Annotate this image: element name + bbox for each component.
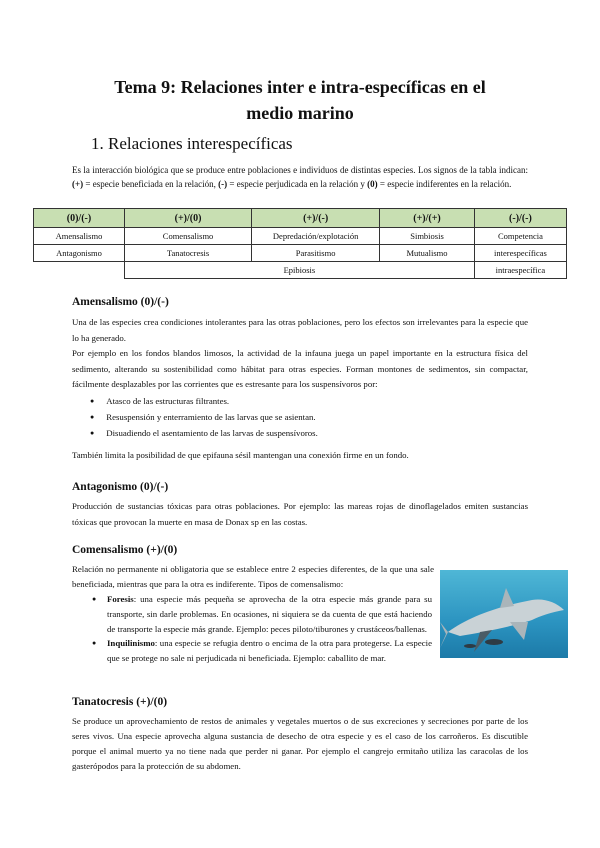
heading-tanatocresis: Tanatocresis (+)/(0) (72, 696, 168, 708)
table-cell: Comensalismo (124, 228, 251, 245)
list-item-text: : una especie más pequeña se aprovecha de la otra especie más grande para su transporte, sin darle problemas. En ocasiones, ni siquiera se da cuenta de que está haciendo de transporte la especie más grande. Ejemplo: peces piloto/tiburones y crustáceos/ballenas. (107, 594, 432, 634)
shark-photo (440, 570, 568, 658)
list-item-inquilinismo (92, 636, 432, 666)
table-cell: intraespecífica (474, 262, 566, 279)
heading-antagonismo: Antagonismo (0)/(-) (72, 481, 169, 493)
intro-text: = especie beneficiada en la relación, (83, 179, 219, 189)
table-cell: Epibiosis (124, 262, 474, 279)
relations-table (33, 208, 567, 279)
heading-comensalismo: Comensalismo (+)/(0) (72, 544, 178, 556)
list-item: ● Disuadiendo el asentamiento de las larvas de suspensívoros. (90, 426, 318, 442)
table-cell: Amensalismo (34, 228, 125, 245)
table-cell: interespecíficas (474, 245, 566, 262)
table-header: (0)/(-) (34, 209, 125, 228)
table-cell-empty (34, 262, 125, 279)
table-cell: Depredación/explotación (252, 228, 380, 245)
title-line-1: Tema 9: Relaciones inter e intra-específicas en el (114, 77, 486, 97)
comensalismo-list (92, 592, 432, 666)
amensalismo-paragraph: También limita la posibilidad de que epifauna sésil mantengan una conexión firme en un fondo. (72, 450, 409, 460)
tanatocresis-paragraph: Se produce un aprovechamiento de restos de animales y vegetales muertos o de sus excreciones y secreciones por parte de los seres vivos. Una especie aprovecha alguna sustancia de desecho de otra especie y es el caso de los carroñeros. Es discutible porque el animal muerto ya no tiene nada que perder ni ganar. Por ejemplo el cangrejo ermitaño utiliza las caracolas de los gasterópodos para la protección de su abdomen. (72, 716, 528, 771)
document-title (60, 74, 540, 126)
intro-text: = especie indiferentes en la relación. (377, 179, 512, 189)
table-header: (-)/(-) (474, 209, 566, 228)
sign-minus: (-) (218, 179, 228, 189)
list-item: ● Resuspensión y enterramiento de las larvas que se asientan. (90, 410, 318, 426)
table-header: (+)/(-) (252, 209, 380, 228)
table-header-row (34, 209, 567, 228)
amensalismo-paragraph: Por ejemplo en los fondos blandos limosos, la actividad de la infauna juega un papel importante en la estructura física del sedimento, alterando su sostenibilidad como hábitat para otras especies. Forman montones de sedimentos, sin compactar, fácilmente desplazables por las corrientes que es estresante para los suspensívoros por: (72, 348, 528, 389)
table-cell: Tanatocresis (124, 245, 251, 262)
heading-amensalismo: Amensalismo (0)/(-) (72, 296, 169, 308)
amensalismo-paragraph: Una de las especies crea condiciones intolerantes para las otras poblaciones, pero los efectos son irrelevantes para la especie que lo ha generado. (72, 317, 528, 343)
table-cell: Parasitismo (252, 245, 380, 262)
table-cell: Competencia (474, 228, 566, 245)
intro-text: Es la interacción biológica que se produce entre poblaciones e individuos de distintas especies. Los signos de la tabla indican: (72, 165, 528, 175)
list-item-text: : una especie se refugia dentro o encima de la otra para protegerse. La especie que se protege no sale ni perjudicada ni beneficiada. Ejemplo: caballito de mar. (107, 638, 432, 664)
antagonismo-paragraph: Producción de sustancias tóxicas para otras poblaciones. Por ejemplo: las mareas rojas de dinoflagelados emiten sustancias tóxicas que provocan la muerte en masa de Donax sp en las costas. (72, 501, 528, 527)
intro-text: = especie perjudicada en la relación y (227, 179, 368, 189)
list-item-foresis (92, 592, 432, 636)
sign-zero: (0) (367, 179, 378, 189)
section-heading: 1. Relaciones interespecíficas (91, 134, 293, 153)
sign-plus: (+) (72, 179, 84, 189)
term-inquilinismo: Inquilinismo (107, 638, 155, 649)
term-foresis: Foresis (107, 594, 134, 604)
intro-paragraph (72, 163, 528, 191)
amensalismo-list (90, 394, 318, 442)
title-line-2: medio marino (246, 103, 354, 123)
table-header: (+)/(+) (380, 209, 475, 228)
table-cell: Antagonismo (34, 245, 125, 262)
table-cell: Mutualismo (380, 245, 475, 262)
table-row (34, 228, 567, 245)
list-item: ● Atasco de las estructuras filtrantes. (90, 394, 318, 410)
table-row (34, 245, 567, 262)
table-row (34, 262, 567, 279)
table-header: (+)/(0) (124, 209, 251, 228)
table-cell: Simbiosis (380, 228, 475, 245)
comensalismo-paragraph: Relación no permanente ni obligatoria que se establece entre 2 especies diferentes, de la que una sale beneficiada, mientras que para la otra es indiferente. Tipos de comensalismo: (72, 564, 434, 589)
